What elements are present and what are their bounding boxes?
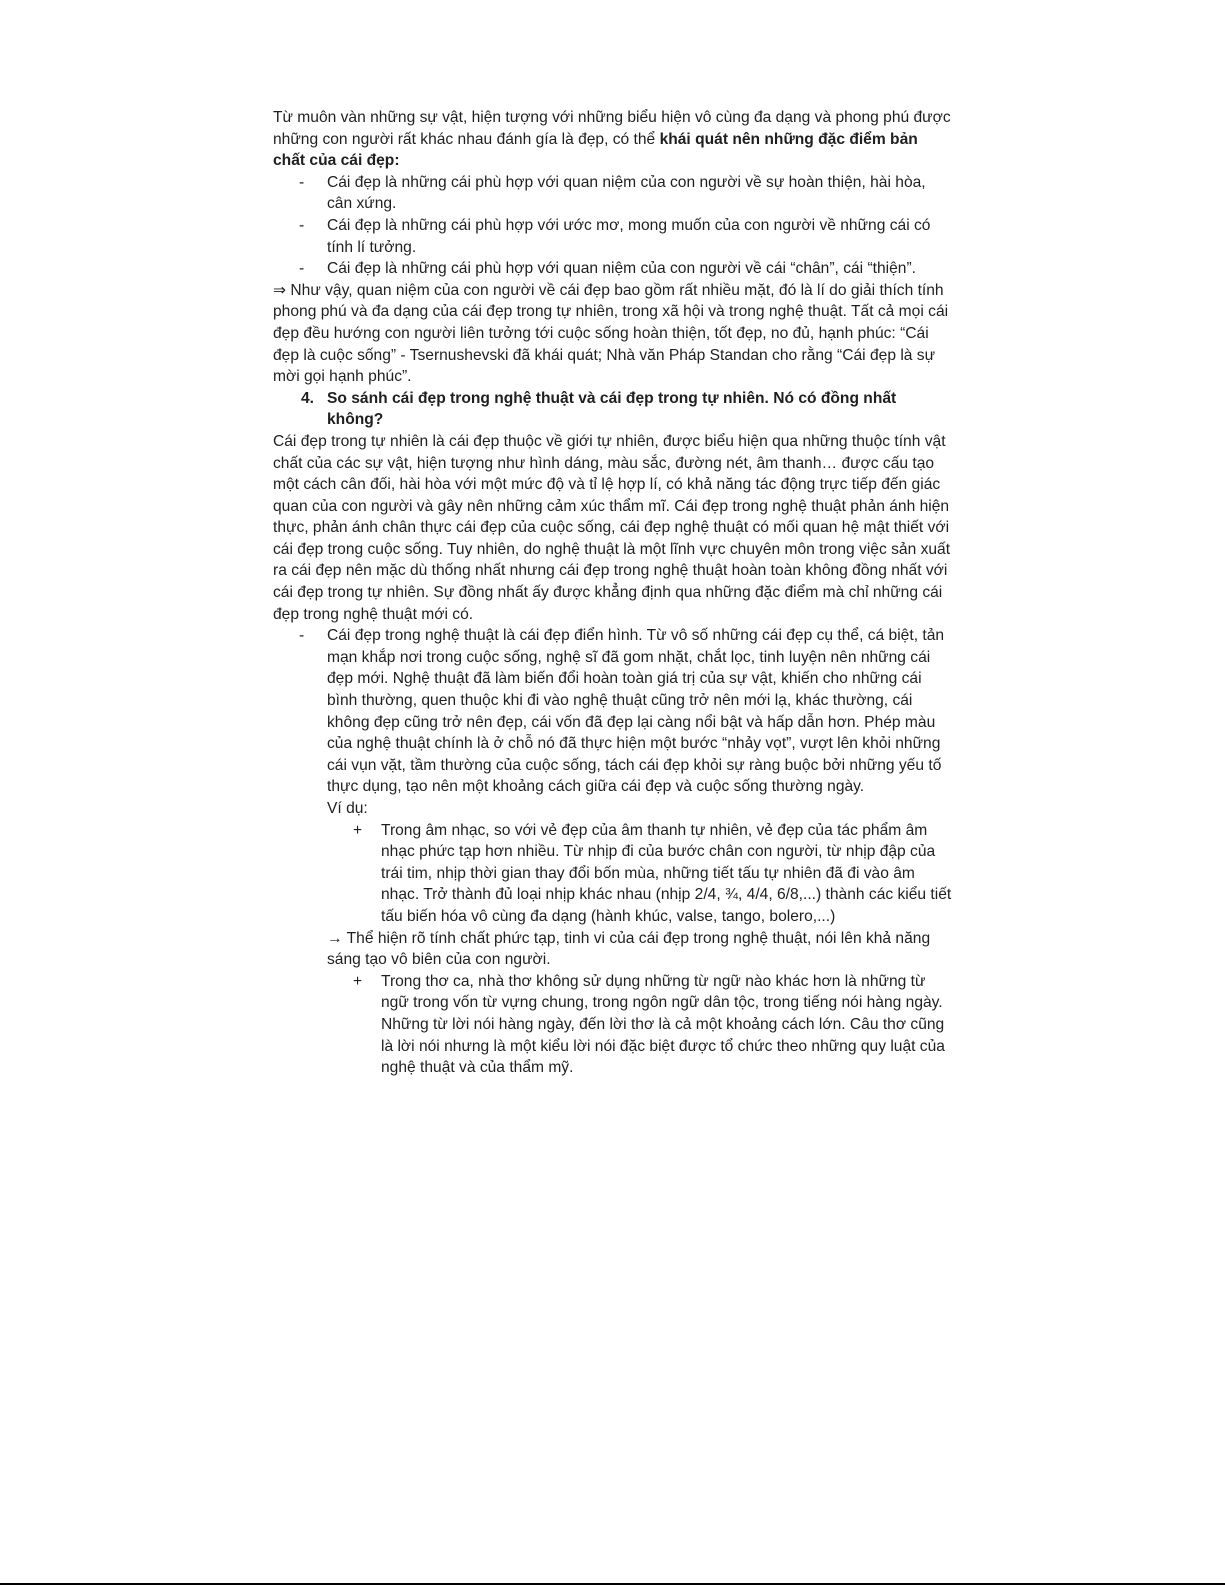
intro-bold-text: khái quát nên những đặc điểm bản chất của cái đẹp: <box>273 130 918 170</box>
question-heading <box>273 388 953 431</box>
poetry-example-item: + Trong thơ ca, nhà thơ không sử dụng những từ ngữ nào khác hơn là những từ ngữ trong vốn từ vựng chung, trong ngôn ngữ dân tộc, trong tiếng nói hàng ngày. Những từ lời nói hàng ngày, đến lời thơ là cả một khoảng cách lớn. Câu thơ cũng là lời nói nhưng là một kiểu lời nói đặc biệt được tổ chức theo những quy luật của nghệ thuật và của thẩm mỹ. <box>381 971 953 1079</box>
answer-paragraph: Cái đẹp trong tự nhiên là cái đẹp thuộc về giới tự nhiên, được biểu hiện qua những thuộc tính vật chất của các sự vật, hiện tượng như hình dáng, màu sắc, đường nét, âm thanh… được cấu tạo một cách cân đối, hài hòa với một mức độ và tỉ lệ hợp lí, có khả năng tác động trực tiếp đến giác quan của con người và gây nên những cảm xúc thẩm mĩ. Cái đẹp trong nghệ thuật phản ánh hiện thực, phản ánh chân thực cái đẹp của cuộc sống, cái đẹp nghệ thuật có mối quan hệ mật thiết với cái đẹp trong cuộc sống. Tuy nhiên, do nghệ thuật là một lĩnh vực chuyên môn trong việc sản xuất ra cái đẹp nên mặc dù thống nhất nhưng cái đẹp trong nghệ thuật hoàn toàn không đồng nhất với cái đẹp trong tự nhiên. Sự đồng nhất ấy được khẳng định qua những đặc điểm mà chỉ những cái đẹp trong nghệ thuật mới có. <box>273 432 951 623</box>
art-point-item: - Cái đẹp trong nghệ thuật là cái đẹp điển hình. Từ vô số những cái đẹp cụ thể, cá biệt, tản mạn khắp nơi trong cuộc sống, nghệ sĩ đã gom nhặt, chắt lọc, tinh luyện nên những cái đẹp mới. Nghệ thuật đã làm biến đổi hoàn toàn giá trị của sự vật, khiến cho những cái bình thường, quen thuộc khi đi vào nghệ thuật cũng trở nên mới lạ, khác thường, cái không đẹp cũng trở nên đẹp, cái vốn đã đẹp lại càng nổi bật và hấp dẫn hơn. Phép màu của nghệ thuật chính là ở chỗ nó đã thực hiện một bước “nhảy vọt”, vượt lên khỏi những cái vụn vặt, tầm thường của cuộc sống, tách cái đẹp khỏi sự ràng buộc bởi những yếu tố thực dụng, tạo nên một khoảng cách giữa cái đẹp và cuộc sống thường ngày. <box>327 625 953 798</box>
document-body <box>273 107 953 1079</box>
intro-text: Từ muôn vàn những sự vật, hiện tượng với những biểu hiện vô cùng đa dạng và phong phú được những con người rất khác nhau đánh gía là đẹp, có thể <box>273 109 951 148</box>
characteristic-item: - Cái đẹp là những cái phù hợp với quan niệm của con người về sự hoàn thiện, hài hòa, cân xứng. <box>327 172 953 215</box>
music-example-item: + Trong âm nhạc, so với vẻ đẹp của âm thanh tự nhiên, vẻ đẹp của tác phẩm âm nhạc phức tạp hơn nhiều. Từ nhịp đi của bước chân con người, từ nhịp đập của trái tim, nhịp thời gian thay đổi bốn mùa, những tiết tấu tự nhiên đã đi vào âm nhạc. Trở thành đủ loại nhịp khác nhau (nhịp 2/4, ¾, 4/4, 6/8,...) thành các kiểu tiết tấu biến hóa vô cùng đa dạng (hành khúc, valse, tango, bolero,...) <box>381 820 953 928</box>
question-number: 4. <box>301 389 315 407</box>
poetry-example-list <box>273 971 953 1079</box>
example-label: Ví dụ: <box>327 800 368 817</box>
music-example-list <box>273 820 953 928</box>
conclusion-paragraph: ⇒ Như vậy, quan niệm của con người về cái đẹp bao gồm rất nhiều mặt, đó là lí do giải thích tính phong phú và đa dạng của cái đẹp trong tự nhiên, trong xã hội và trong nghệ thuật. Tất cả mọi cái đẹp đều hướng con người liên tưởng tới cuộc sống hoàn thiện, tốt đẹp, no đủ, hạnh phúc: “Cái đẹp là cuộc sống” - Tsernushevski đã khái quát; Nhà văn Pháp Standan cho rằng “Cái đẹp là sự mời gọi hạnh phúc”. <box>273 281 949 386</box>
characteristics-list <box>273 172 953 280</box>
intro-paragraph <box>273 107 953 172</box>
question-text: So sánh cái đẹp trong nghệ thuật và cái đẹp trong tự nhiên. Nó có đồng nhất không? <box>327 389 897 429</box>
music-conclusion: → Thể hiện rõ tính chất phức tạp, tinh vi của cái đẹp trong nghệ thuật, nói lên khả năng sáng tạo vô biên của con người. <box>327 929 931 969</box>
characteristic-item: - Cái đẹp là những cái phù hợp với ước mơ, mong muốn của con người về những cái có tính lí tưởng. <box>327 215 953 258</box>
characteristic-item: - Cái đẹp là những cái phù hợp với quan niệm của con người về cái “chân”, cái “thiện”. <box>327 258 953 280</box>
art-points-list <box>273 625 953 798</box>
